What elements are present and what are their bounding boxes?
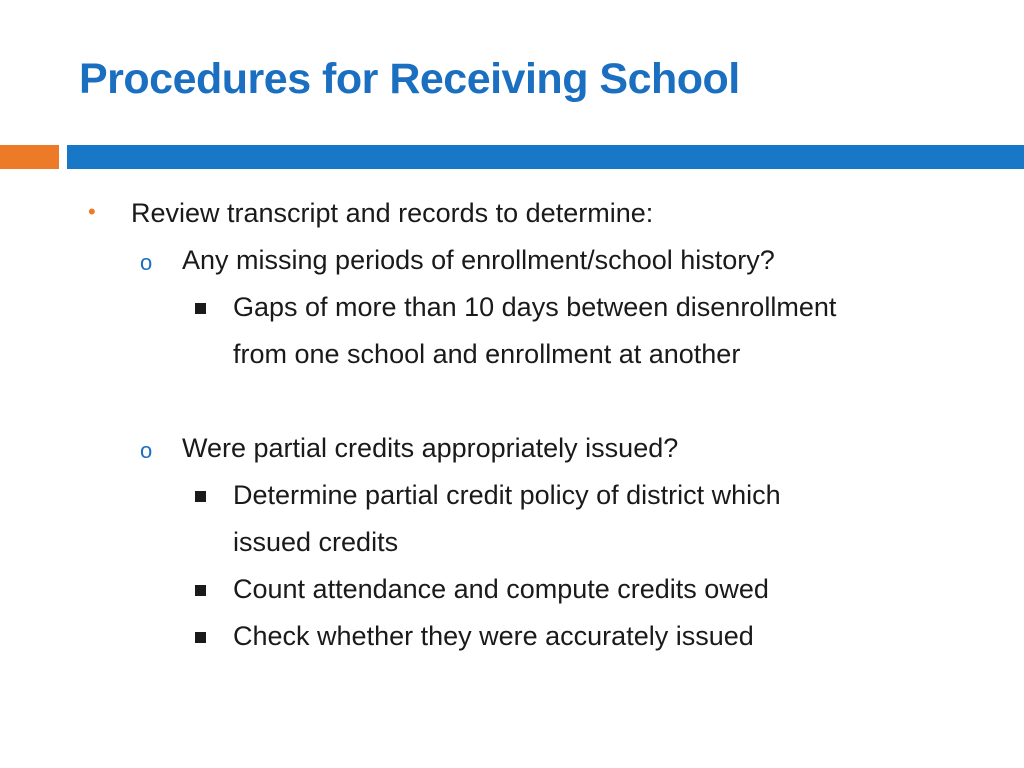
bullet-determine-text-line2: issued credits bbox=[233, 527, 399, 557]
bullet-partial-credits-text: Were partial credits appropriately issued? bbox=[182, 433, 679, 463]
bullet-review bbox=[88, 190, 654, 237]
bullet-gaps-continuation bbox=[233, 331, 740, 378]
bullet-determine-text-line1: Determine partial credit policy of district which bbox=[233, 480, 781, 510]
bullet-dot-icon: • bbox=[88, 199, 96, 224]
bullet-determine-policy bbox=[233, 472, 781, 519]
accent-bar-blue bbox=[67, 145, 1024, 169]
bullet-count-attendance-text: Count attendance and compute credits owed bbox=[233, 574, 769, 604]
bullet-gaps bbox=[233, 284, 836, 331]
bullet-check-accuracy bbox=[233, 613, 754, 660]
bullet-missing-periods-text: Any missing periods of enrollment/school history? bbox=[182, 245, 775, 275]
accent-bar-orange bbox=[0, 145, 59, 169]
bullet-determine-continuation bbox=[233, 519, 398, 566]
bullet-count-attendance bbox=[233, 566, 769, 613]
bullet-review-text: Review transcript and records to determine: bbox=[131, 198, 654, 228]
bullet-square-icon bbox=[195, 303, 206, 314]
bullet-partial-credits bbox=[140, 425, 679, 472]
bullet-square-icon bbox=[195, 632, 206, 643]
bullet-circle-icon: o bbox=[140, 438, 153, 463]
bullet-square-icon bbox=[195, 585, 206, 596]
bullet-check-accuracy-text: Check whether they were accurately issued bbox=[233, 621, 754, 651]
bullet-gaps-text-line2: from one school and enrollment at another bbox=[233, 339, 741, 369]
bullet-square-icon bbox=[195, 491, 206, 502]
bullet-gaps-text-line1: Gaps of more than 10 days between disenrollment bbox=[233, 292, 837, 322]
slide-title: Procedures for Receiving School bbox=[79, 55, 740, 103]
bullet-circle-icon: o bbox=[140, 250, 153, 275]
bullet-missing-periods bbox=[140, 237, 775, 284]
